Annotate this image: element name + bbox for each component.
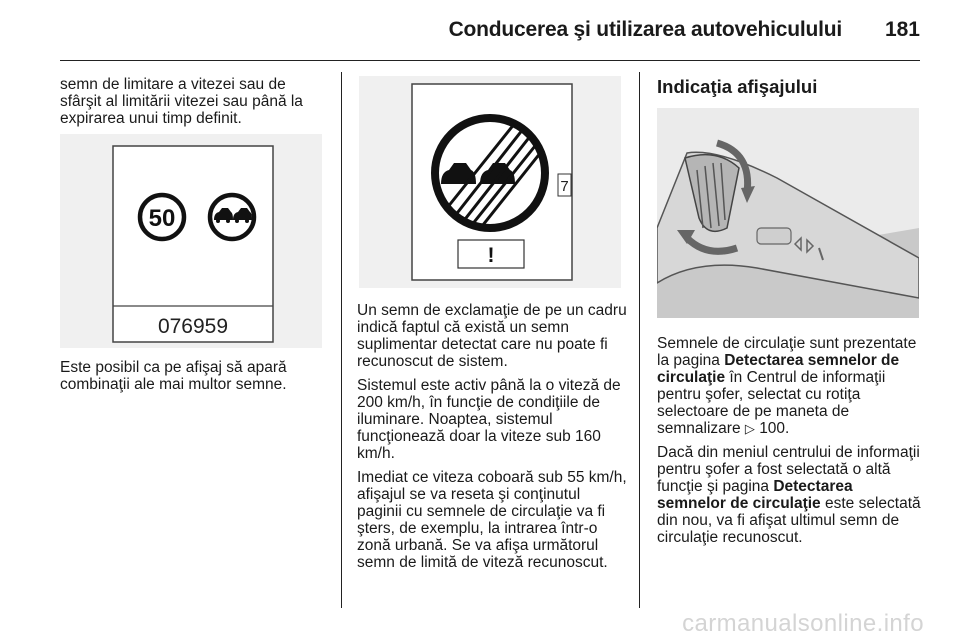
text: Semnele de circulaţie sunt prezentate la pagina xyxy=(657,335,917,369)
display-code: 076959 xyxy=(157,315,229,338)
speed-sign-display-illustration xyxy=(60,134,322,348)
column-3 xyxy=(657,76,925,553)
exclamation-mark: ! xyxy=(487,244,495,267)
page-header-title: Conducerea şi utilizarea autovehiculului xyxy=(448,18,842,41)
paragraph: semn de limitare a vitezei sau de sfârşit al limitării vitezei sau până la expirarea unui timp definit. xyxy=(60,76,303,127)
text: în Centrul de informaţii pentru şofer, selectat cu rotiţa selectoare de pe maneta de semnalizare xyxy=(657,369,886,437)
header-rule xyxy=(60,60,920,61)
figure-end-of-restriction-sign xyxy=(359,76,621,288)
turn-signal-lever-illustration xyxy=(657,108,919,318)
paragraph xyxy=(657,335,925,437)
page-number: 181 xyxy=(884,18,920,41)
paragraph: Imediat ce viteza coboară sub 55 km/h, afişajul se va reseta şi conţinutul paginii cu semnele de circulaţie va fi şters, de exemplu, la intrarea într-o zonă urbană. Se va afişa următorul semn de limită de viteză recunoscut. xyxy=(357,469,627,571)
column-2 xyxy=(357,76,627,578)
section-heading: Indicaţia afişajului xyxy=(657,76,818,97)
paragraph: Este posibil ca pe afişaj să apară combinaţii ale mai multor semne. xyxy=(60,359,287,393)
figure-turn-signal-lever xyxy=(657,108,919,318)
text: este selectată din nou, va fi afişat ultimul semn de circulaţie recunoscut. xyxy=(657,495,921,546)
display-frame xyxy=(113,146,273,342)
text: Dacă din meniul centrului de informaţii pentru şofer a fost selectată o altă funcţie şi pagina xyxy=(657,444,920,495)
figure-speed-sign-display xyxy=(60,134,322,348)
page-reference: 100. xyxy=(759,420,790,437)
side-number: 7 xyxy=(560,178,569,195)
column-divider-1 xyxy=(341,72,342,608)
page-reference-icon: ▷ xyxy=(744,421,755,436)
paragraph: Un semn de exclamaţie de pe un cadru indică faptul că există un semn suplimentar detectat care nu poate fi recunoscut de sistem. xyxy=(357,302,627,370)
paragraph xyxy=(657,444,925,546)
link-text: Detectarea semnelor de circulaţie xyxy=(657,478,853,512)
watermark: carmanualsonline.info xyxy=(682,610,924,637)
end-of-restriction-illustration xyxy=(359,76,621,288)
column-1 xyxy=(60,76,330,400)
speed-limit-value: 50 xyxy=(148,205,176,232)
menu-button xyxy=(757,228,791,244)
link-text: Detectarea semnelor de circulaţie xyxy=(657,352,900,386)
paragraph: Sistemul este activ până la o viteză de 200 km/h, în funcţie de condiţiile de iluminare. Noaptea, sistemul funcţionează doar la viteze sub 160 km/h. xyxy=(357,377,621,462)
no-overtaking-sign-icon xyxy=(210,195,254,239)
column-divider-2 xyxy=(639,72,640,608)
